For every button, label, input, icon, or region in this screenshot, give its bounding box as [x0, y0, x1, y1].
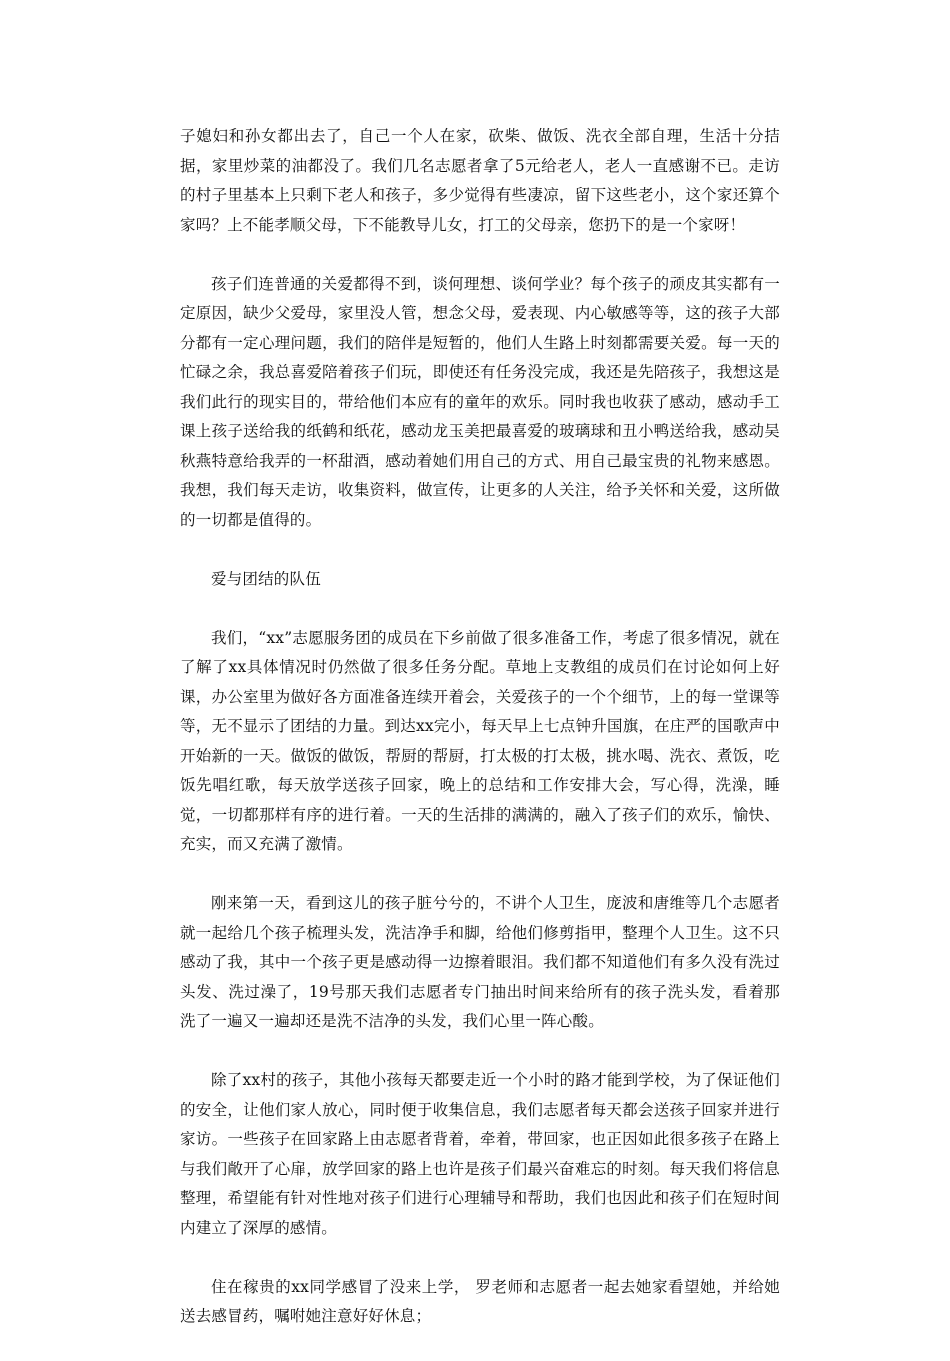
- paragraph-continued-elderly-visit: 子媳妇和孙女都出去了，自己一个人在家，砍柴、做饭、洗衣全部自理，生活十分拮据，家里炒菜的油都没了。我们几名志愿者拿了5元给老人，老人一直感谢不已。走访的村子里基本上只剩下老人和孩子，多少觉得有些凄凉，留下这些老小，这个家还算个家吗？上不能孝顺父母，下不能教导儿女，打工的父母亲，您扔下的是一个家呀！: [180, 127, 780, 234]
- section-heading-team: 爱与团结的队伍: [211, 569, 321, 588]
- paragraph-children-care: 孩子们连普通的关爱都得不到，谈何理想、谈何学业？每个孩子的顽皮其实都有一定原因，缺少父爱母，家里没人管，想念父母，爱表现、内心敏感等等，这的孩子大部分都有一定心理问题，我们的陪伴是短暂的，他们人生路上时刻都需要关爱。每一天的忙碌之余，我总喜爱陪着孩子们玩，即使还有任务没完成，我还是先陪孩子，我想这是我们此行的现实目的，带给他们本应有的童年的欢乐。同时我也收获了感动，感动手工课上孩子送给我的纸鹤和纸花，感动龙玉美把最喜爱的玻璃球和丑小鸭送给我，感动吴秋燕特意给我弄的一杯甜酒，感动着她们用自己的方式、用自己最宝贵的礼物来感恩。我想，我们每天走访，收集资料，做宣传，让更多的人关注，给予关怀和关爱，这所做的一切都是值得的。: [180, 274, 780, 529]
- document-body: [180, 122, 780, 1361]
- paragraph-home-visits: 除了xx村的孩子，其他小孩每天都要走近一个小时的路才能到学校，为了保证他们的安全，让他们家人放心，同时便于收集信息，我们志愿者每天都会送孩子回家并进行家访。一些孩子在回家路上由志愿者背着，牵着，带回家，也正因如此很多孩子在路上与我们敞开了心扉，放学回家的路上也许是孩子们最兴奋难忘的时刻。每天我们将信息整理，希望能有针对性地对孩子们进行心理辅导和帮助，我们也因此和孩子们在短时间内建立了深厚的感情。: [180, 1071, 780, 1237]
- paragraph-sick-student: 住在稼贵的xx同学感冒了没来上学， 罗老师和志愿者一起去她家看望她，并给她送去感冒药，嘱咐她注意好好休息；: [180, 1277, 780, 1325]
- paragraph-hygiene: 刚来第一天，看到这儿的孩子脏兮兮的，不讲个人卫生，庞波和唐维等几个志愿者就一起给几个孩子梳理头发，洗洁净手和脚，给他们修剪指甲，整理个人卫生。这不只感动了我，其中一个孩子更是感动得一边擦着眼泪。我们都不知道他们有多久没有洗过头发、洗过澡了，19号那天我们志愿者专门抽出时间来给所有的孩子洗头发，看着那洗了一遍又一遍却还是洗不洁净的头发，我们心里一阵心酸。: [180, 894, 780, 1030]
- paragraph-team-preparation: 我们，“xx”志愿服务团的成员在下乡前做了很多准备工作，考虑了很多情况，就在了解了xx具体情况时仍然做了很多任务分配。草地上支教组的成员们在讨论如何上好课，办公室里为做好各方面准备连续开着会，关爱孩子的一个个细节，上的每一堂课等等，无不显示了团结的力量。到达xx完小，每天早上七点钟升国旗，在庄严的国歌声中开始新的一天。做饭的做饭，帮厨的帮厨，打太极的打太极，挑水喝、洗衣、煮饭，吃饭先唱红歌，每天放学送孩子回家，晚上的总结和工作安排大会，写心得，洗澡，睡觉，一切都那样有序的进行着。一天的生活排的满满的，融入了孩子们的欢乐，愉快、充实，而又充满了激情。: [180, 628, 780, 853]
